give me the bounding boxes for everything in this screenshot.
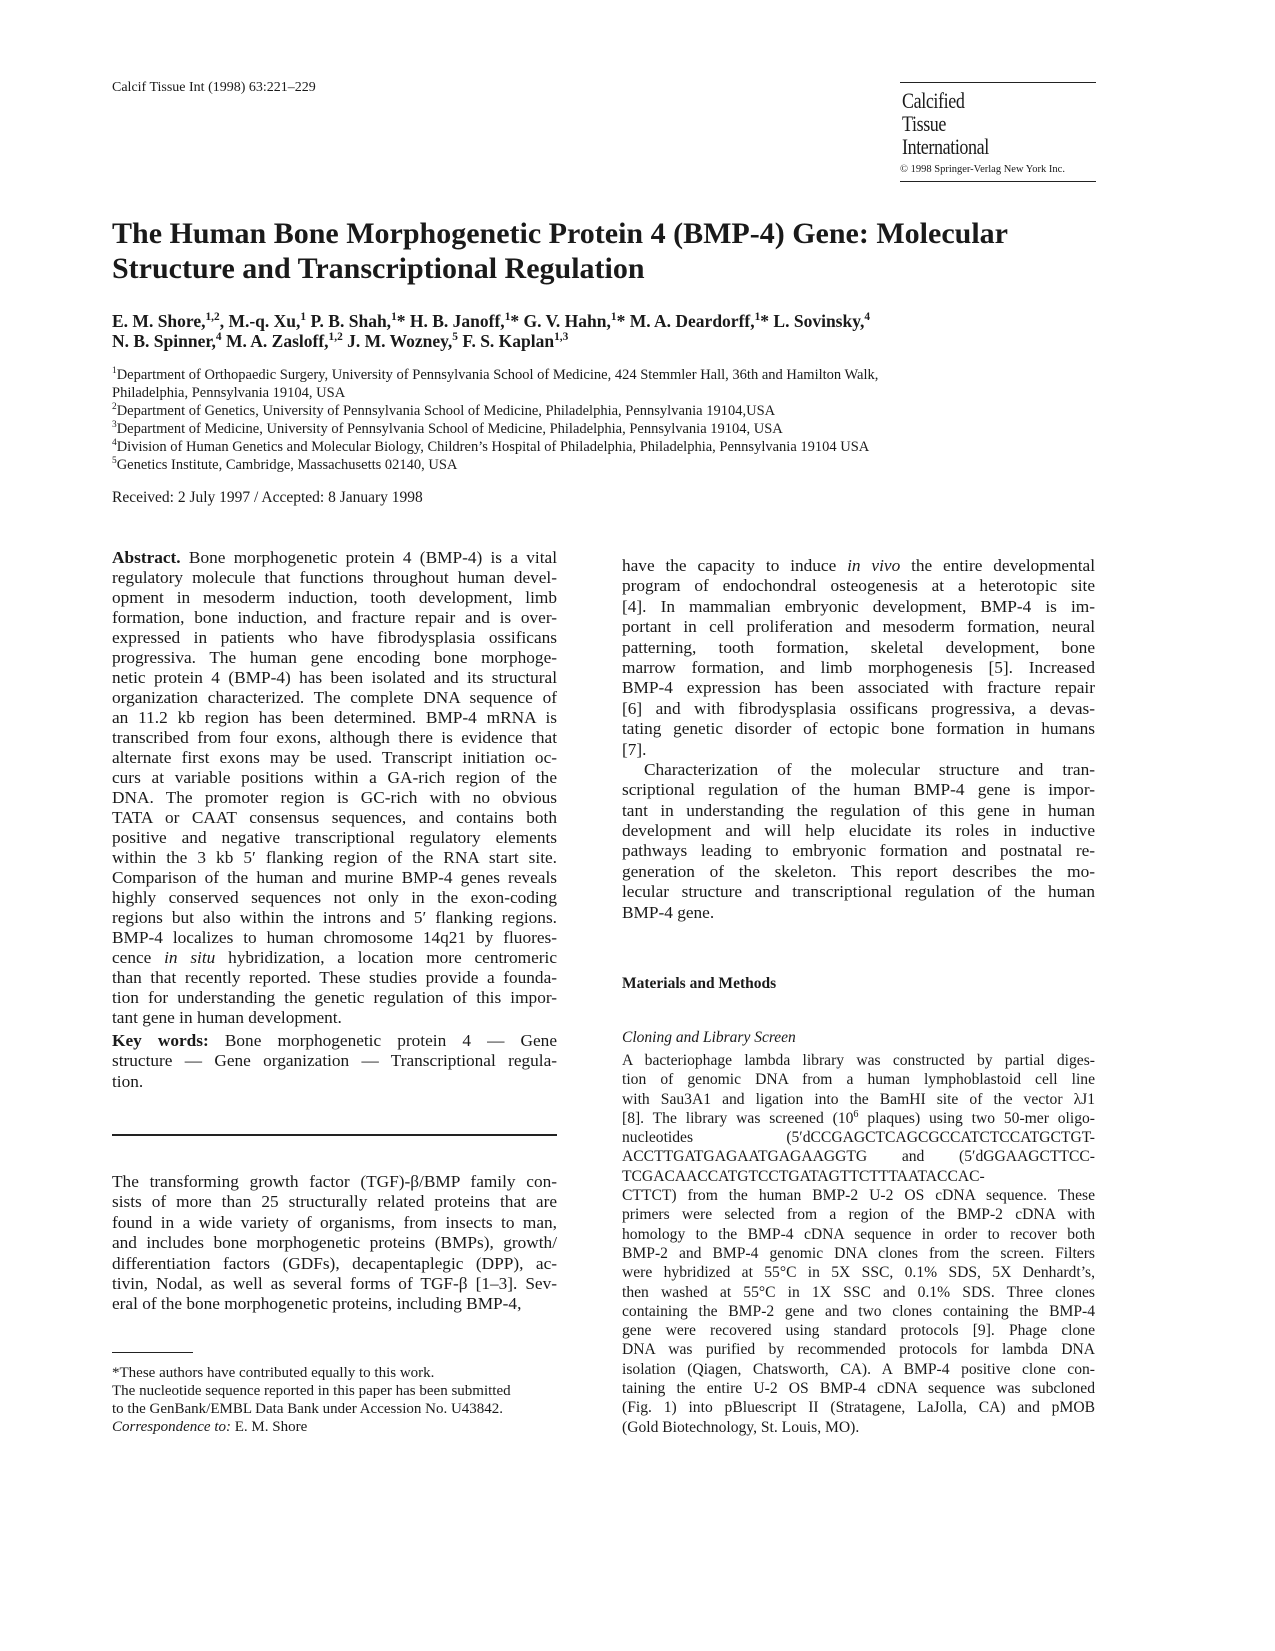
text-run: BMP-4 localizes to human chromosome 14q21 by fluores- (112, 928, 557, 947)
text-run: regions but also within the introns and 5′ flanking regions. (112, 908, 557, 927)
text-line (112, 868, 557, 888)
text-line (112, 1418, 592, 1436)
text-line (112, 628, 557, 648)
text-line (622, 1205, 1095, 1224)
text-line (112, 1072, 557, 1092)
text-run: N. B. Spinner, (112, 331, 216, 352)
text-run: plaques) using two 50-mer oligo- (858, 1109, 1095, 1127)
title-line: Structure and Transcriptional Regulation (112, 252, 645, 285)
text-line (622, 1418, 1095, 1437)
text-run: tivin, Nodal, as well as several forms of TGF-β [1–3]. Sev- (112, 1273, 557, 1293)
text-run: * L. Sovinsky, (760, 311, 865, 331)
logo-line: Calcified (902, 88, 965, 113)
text-run: 1 (112, 366, 117, 377)
text-run: 4 (215, 331, 222, 344)
text-run: lecular structure and transcriptional regulation of the human (622, 882, 1095, 902)
text-line (112, 1274, 557, 1294)
copyright: © 1998 Springer-Verlag New York Inc. (900, 164, 1065, 175)
text-line (112, 1400, 592, 1418)
text-run: Division of Human Genetics and Molecular Biology, Children’s Hospital of Philadelphia, Philadelphia, Pennsylvania 19104 USA (116, 439, 870, 455)
text-run: (Gold Biotechnology, St. Louis, MO). (622, 1418, 860, 1436)
text-run: pathways leading to embryonic formation and postnatal re- (622, 841, 1095, 861)
text-run: J. M. Wozney, (342, 331, 453, 352)
text-line (112, 402, 1012, 420)
text-run: E. M. Shore, (112, 311, 206, 331)
text-run: differentiation factors (GDFs), decapentaplegic (DPP), ac- (112, 1253, 557, 1273)
text-run: found in a wide variety of organisms, from insects to man, (112, 1212, 557, 1232)
text-run: within the 3 kb 5′ flanking region of the RNA start site. (112, 848, 557, 867)
text-line (622, 576, 1095, 596)
text-run: cence (112, 948, 165, 967)
text-line (622, 1128, 1095, 1147)
text-run: [8]. The library was screened (10 (622, 1109, 854, 1127)
text-run: [4]. In mammalian embryonic development, BMP-4 is im- (622, 596, 1095, 616)
text-run: isolation (Qiagen, Chatsworth, CA). A BMP-4 positive clone con- (622, 1360, 1095, 1378)
introduction-continued (622, 556, 1095, 923)
text-line (112, 728, 557, 748)
text-run: 4 (112, 438, 117, 449)
text-line (112, 1364, 592, 1382)
text-line (112, 968, 557, 988)
abstract (112, 548, 557, 1028)
text-line (112, 768, 557, 788)
text-line (112, 908, 557, 928)
text-run: organization characterized. The complete DNA sequence of (112, 688, 557, 707)
affiliations (112, 366, 1012, 474)
text-run: scriptional regulation of the human BMP-4 gene is impor- (622, 780, 1095, 800)
text-line (622, 1147, 1095, 1166)
text-line (112, 948, 557, 968)
section-heading: Materials and Methods (622, 975, 777, 992)
text-run: an 11.2 kb region has been determined. BMP-4 mRNA is (112, 708, 557, 727)
text-run: 5 (112, 456, 117, 467)
text-run: eral of the bone morphogenetic proteins, including BMP-4, (112, 1294, 522, 1314)
text-line (112, 748, 557, 768)
text-line (112, 828, 557, 848)
text-run: tant in understanding the regulation of this gene in human (622, 800, 1095, 820)
text-line (622, 882, 1095, 902)
text-run: expressed in patients who have fibrodysplasia ossificans (112, 628, 557, 647)
text-run: curs at variable positions within a GA-rich region of the (112, 768, 557, 787)
article-title (112, 216, 1008, 286)
text-line (112, 848, 557, 868)
text-run: , M.-q. Xu, (219, 311, 301, 331)
text-run: Correspondence to: (112, 1419, 232, 1435)
text-run: tion. (112, 1071, 144, 1091)
keywords (112, 1031, 557, 1092)
text-run: Characterization of the molecular structure and tran- (644, 759, 1095, 779)
text-run: E. M. Shore (231, 1419, 308, 1435)
text-run: BMP-4 expression has been associated with fracture repair (622, 678, 1095, 698)
text-run: taining the entire U-2 OS BMP-4 cDNA sequence was subcloned (622, 1380, 1095, 1398)
text-run: program of endochondral osteogenesis at a heterotopic site (622, 576, 1095, 596)
text-line (622, 1379, 1095, 1398)
title-line: The Human Bone Morphogenetic Protein 4 (BMP-4) Gene: Molecular (112, 217, 1008, 250)
text-run: BMP-2 and BMP-4 genomic DNA clones from the screen. Filters (622, 1244, 1095, 1262)
text-line (622, 1051, 1095, 1070)
text-line (112, 1008, 557, 1028)
text-line (622, 1109, 1095, 1128)
text-line (622, 801, 1095, 821)
methods-paragraph (622, 1051, 1095, 1437)
text-line (112, 548, 557, 568)
text-run: 1 (610, 311, 617, 324)
text-line (622, 638, 1095, 658)
text-line (112, 420, 1012, 438)
text-run: transcribed from four exons, although there is evidence that (112, 728, 557, 747)
text-run: ACCTTGATGAGAATGAGAAGGTG and (5′dGGAAGCTTCC- (622, 1148, 1095, 1166)
text-line (112, 688, 557, 708)
text-line (622, 1167, 1095, 1186)
text-run: tating genetic disorder of ectopic bone formation in humans (622, 719, 1095, 739)
journal-logo (900, 82, 1096, 182)
text-line (112, 1172, 557, 1192)
text-run: hybridization, a location more centromeric (215, 948, 557, 967)
text-run: tion of genomic DNA from a human lymphoblastoid cell line (622, 1071, 1095, 1089)
text-run: Key words: (112, 1031, 209, 1050)
text-line (622, 1302, 1095, 1321)
text-line (622, 597, 1095, 617)
text-run: Department of Medicine, University of Pennsylvania School of Medicine, Philadelphia, Pennsylvania 19104, USA (116, 421, 783, 437)
text-line (622, 841, 1095, 861)
text-run: marrow formation, and limb morphogenesis [5]. Increased (622, 657, 1095, 677)
text-line (622, 699, 1095, 719)
text-line (622, 903, 1095, 923)
text-run: 1,2 (328, 331, 343, 344)
text-run: to the GenBank/EMBL Data Bank under Accession No. U43842. (112, 1401, 504, 1417)
text-line (112, 1294, 557, 1314)
text-line (622, 760, 1095, 780)
text-run: tion for understanding the genetic regulation of this impor- (112, 988, 557, 1007)
text-run: DNA. The promoter region is GC-rich with no obvious (112, 788, 557, 807)
text-run: 1 (754, 311, 761, 324)
text-line (112, 311, 1012, 331)
text-line (112, 1192, 557, 1212)
text-run: Genetics Institute, Cambridge, Massachusetts 02140, USA (116, 457, 458, 473)
text-run: patterning, tooth formation, skeletal development, bone (622, 637, 1095, 657)
text-line (112, 568, 557, 588)
text-run: 1 (300, 311, 307, 324)
text-line (622, 1283, 1095, 1302)
text-run: Bone morphogenetic protein 4 — Gene (208, 1031, 557, 1050)
text-run: in situ (164, 948, 216, 967)
text-run: 1,3 (554, 331, 569, 344)
text-run: [6] and with fibrodysplasia ossificans progressiva, a devas- (622, 698, 1095, 718)
text-run: [7]. (622, 739, 647, 759)
text-line (622, 740, 1095, 760)
text-run: 1,2 (205, 311, 220, 324)
text-run: containing the BMP-2 gene and two clones containing the BMP-4 (622, 1302, 1095, 1320)
journal-logo-text (902, 89, 989, 158)
text-run: Department of Genetics, University of Pennsylvania School of Medicine, Philadelphia, Pennsylvania 19104,USA (116, 403, 776, 419)
text-run: with Sau3A1 and ligation into the BamHI site of the vector λJ1 (622, 1090, 1095, 1108)
text-run: alternate first exons may be used. Transcript initiation oc- (112, 748, 557, 767)
subsection-heading: Cloning and Library Screen (622, 1029, 796, 1046)
text-line (112, 608, 557, 628)
text-line (622, 780, 1095, 800)
text-run: 4 (864, 311, 871, 324)
text-line (622, 678, 1095, 698)
text-run: A bacteriophage lambda library was constructed by partial diges- (622, 1052, 1095, 1069)
text-run: nucleotides (5′dCCGAGCTCAGCGCCATCTCCATGCTGT- (622, 1129, 1095, 1147)
text-run: structure — Gene organization — Transcriptional regula- (112, 1051, 557, 1071)
text-line (112, 384, 1012, 402)
text-line (112, 1031, 557, 1051)
text-run: then washed at 55°C in 1X SSC and 0.1% SDS. Three clones (622, 1283, 1095, 1301)
text-run: M. A. Zasloff, (221, 331, 329, 352)
text-line (622, 1070, 1095, 1089)
text-line (112, 1213, 557, 1233)
text-run: *These authors have contributed equally to this work. (112, 1365, 435, 1381)
text-run: opment in mesoderm induction, tooth development, limb (112, 588, 557, 607)
text-line (112, 788, 557, 808)
text-run: and includes bone morphogenetic proteins (BMPs), growth/ (112, 1233, 557, 1253)
text-run: progressiva. The human gene encoding bone morphoge- (112, 648, 557, 667)
text-run: 1 (391, 311, 397, 324)
text-run: BMP-4 gene. (622, 902, 715, 922)
text-run: The transforming growth factor (TGF)-β/BMP family con- (112, 1172, 557, 1191)
text-run: formation, bone induction, and fracture repair and is over- (112, 608, 557, 627)
text-run: netic protein 4 (BMP-4) has been isolated and its structural (112, 668, 557, 687)
text-run: Comparison of the human and murine BMP-4 genes reveals (112, 868, 557, 887)
footnote-divider (112, 1352, 193, 1353)
text-run: (Fig. 1) into pBluescript II (Stratagene, LaJolla, CA) and pMOB (622, 1399, 1095, 1417)
text-line (112, 438, 1012, 456)
text-line (622, 1186, 1095, 1205)
text-line (622, 1340, 1095, 1359)
text-line (112, 648, 557, 668)
text-run: 5 (452, 331, 458, 344)
text-line (622, 821, 1095, 841)
text-run: were hybridized at 55°C in 5X SSC, 0.1% SDS, 5X Denhardt’s, (622, 1264, 1095, 1282)
text-line (112, 456, 1012, 474)
text-run: in vivo (847, 556, 901, 575)
text-run: Bone morphogenetic protein 4 (BMP-4) is a vital (180, 548, 557, 567)
text-run: sists of more than 25 structurally related proteins that are (112, 1192, 557, 1212)
text-line (112, 588, 557, 608)
text-line (622, 1090, 1095, 1109)
text-line (112, 1051, 557, 1071)
received-dates: Received: 2 July 1997 / Accepted: 8 January 1998 (112, 489, 423, 506)
text-line (622, 1244, 1095, 1263)
text-line (622, 1225, 1095, 1244)
text-run: gene were recovered using standard protocols [9]. Phage clone (622, 1322, 1095, 1340)
text-line (622, 862, 1095, 882)
text-run: Department of Orthopaedic Surgery, University of Pennsylvania School of Medicine, 424 Stemmler Hall, 36th and Hamilton Walk, (116, 367, 879, 383)
logo-line: International (902, 134, 989, 159)
text-line (622, 1321, 1095, 1340)
text-line (622, 658, 1095, 678)
text-run: Philadelphia, Pennsylvania 19104, USA (112, 385, 346, 401)
introduction (112, 1172, 557, 1315)
text-run: 2 (112, 402, 117, 413)
text-line (622, 1360, 1095, 1379)
journal-citation: Calcif Tissue Int (1998) 63:221–229 (112, 80, 316, 95)
text-line (112, 888, 557, 908)
text-run: TATA or CAAT consensus sequences, and contains both (112, 808, 557, 827)
text-run: regulatory molecule that functions throughout human devel- (112, 568, 557, 587)
text-line (622, 556, 1095, 576)
text-run: TCGACAACCATGTCCTGATAGTTCTTTAATACCAC- (622, 1167, 985, 1185)
text-line (622, 1398, 1095, 1417)
text-line (622, 1263, 1095, 1282)
text-run: * H. B. Janoff, (396, 311, 505, 331)
text-run: DNA was purified by recommended protocols for lambda DNA (622, 1341, 1095, 1359)
text-line (112, 366, 1012, 384)
text-run: development and will help elucidate its roles in inductive (622, 821, 1095, 841)
text-run: highly conserved sequences not only in the exon-coding (112, 888, 557, 907)
text-line (112, 928, 557, 948)
text-run: positive and negative transcriptional regulatory elements (112, 828, 557, 847)
text-run: generation of the skeleton. This report describes the mo- (622, 861, 1095, 881)
text-line (112, 331, 1012, 351)
text-run: * G. V. Hahn, (510, 311, 611, 331)
text-run: than that recently reported. These studies provide a founda- (112, 968, 557, 987)
text-line (622, 719, 1095, 739)
text-line (112, 668, 557, 688)
footnotes (112, 1364, 592, 1436)
text-run: F. S. Kaplan (457, 331, 555, 352)
text-run: Abstract. (112, 548, 181, 567)
text-run: * M. A. Deardorff, (616, 311, 755, 331)
text-run: The nucleotide sequence reported in this paper has been submitted (112, 1383, 511, 1399)
text-run: homology to the BMP-4 cDNA sequence in order to recover both (622, 1225, 1095, 1243)
text-run: 1 (504, 311, 511, 324)
text-run: portant in cell proliferation and mesoderm formation, neural (622, 617, 1095, 637)
text-run: P. B. Shah, (306, 311, 392, 331)
text-line (622, 617, 1095, 637)
text-run: the entire developmental (900, 556, 1095, 575)
text-run: CTTCT) from the human BMP-2 U-2 OS cDNA sequence. These (622, 1187, 1095, 1205)
text-line (112, 708, 557, 728)
text-line (112, 1233, 557, 1253)
text-run: have the capacity to induce (622, 556, 848, 575)
text-line (112, 1254, 557, 1274)
author-list (112, 311, 1012, 352)
text-line (112, 808, 557, 828)
divider (112, 1134, 557, 1136)
text-line (112, 1382, 592, 1400)
text-run: 3 (112, 420, 117, 431)
text-run: 6 (853, 1108, 859, 1120)
logo-line: Tissue (902, 111, 947, 136)
text-run: primers were selected from a region of the BMP-2 cDNA with (622, 1206, 1095, 1224)
text-line (112, 988, 557, 1008)
text-run: tant gene in human development. (112, 1008, 342, 1027)
